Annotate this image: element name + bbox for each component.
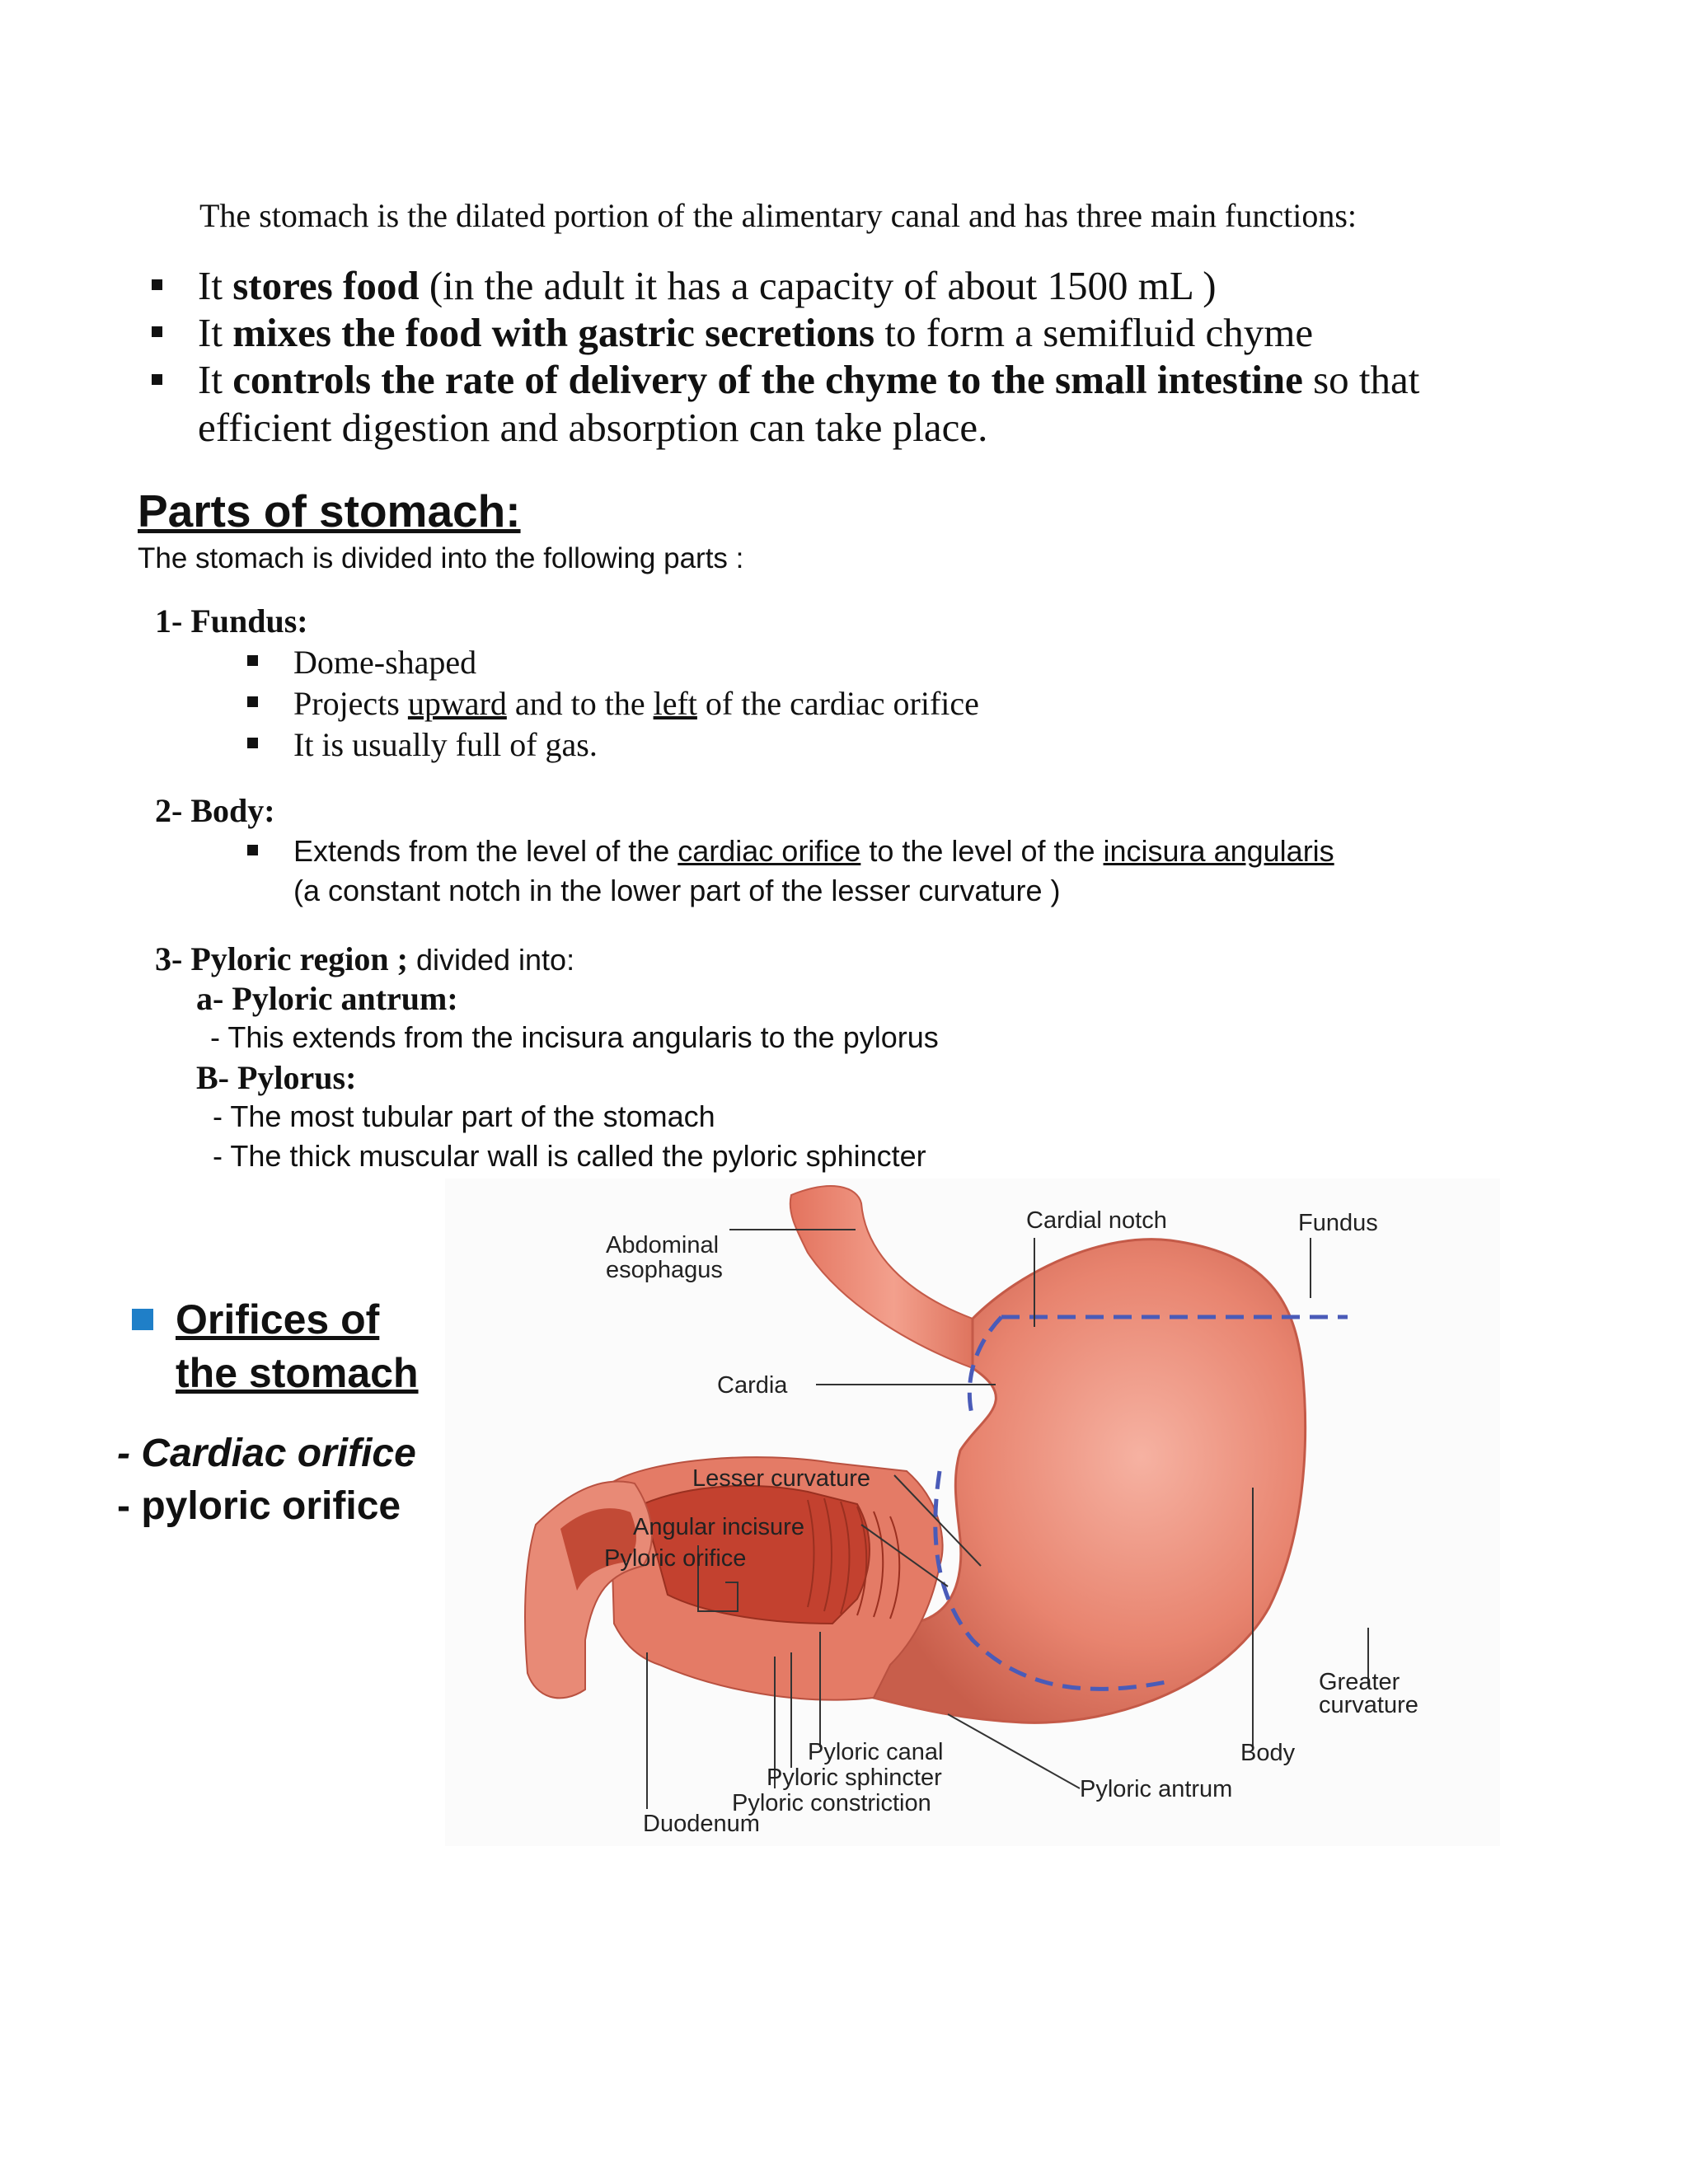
label-angular-incisure: Angular incisure xyxy=(633,1514,804,1540)
parts-subtitle: The stomach is divided into the following parts : xyxy=(138,542,744,574)
pyloric-title-line: 3- Pyloric region ; divided into: xyxy=(155,940,575,977)
fundus-bullet-3: It is usually full of gas. xyxy=(293,726,598,763)
pyloric-antrum-title: a- Pyloric antrum: xyxy=(196,980,458,1017)
bullet-square-icon xyxy=(247,696,258,707)
pylorus-desc-2: - The thick muscular wall is called the pyloric sphincter xyxy=(213,1139,926,1173)
function-item-3-continued: efficient digestion and absorption can take place. xyxy=(198,405,988,450)
bullet-square-icon xyxy=(247,845,258,855)
fundus-title: 1- Fundus: xyxy=(155,602,308,640)
label-cardial-notch: Cardial notch xyxy=(1026,1207,1167,1234)
label-greater-1: Greater xyxy=(1319,1669,1400,1695)
orifices-marker-icon xyxy=(132,1309,153,1330)
orifice-pyloric: - pyloric orifice xyxy=(117,1484,401,1528)
label-duodenum: Duodenum xyxy=(643,1811,760,1837)
body-title: 2- Body: xyxy=(155,792,275,829)
label-pyloric-antrum: Pyloric antrum xyxy=(1080,1776,1233,1802)
function-item-1: It stores food (in the adult it has a capacity of about 1500 mL ) xyxy=(198,263,1217,308)
orifices-heading-2: the stomach xyxy=(176,1350,419,1396)
label-cardia: Cardia xyxy=(717,1372,788,1399)
label-abdominal-2: esophagus xyxy=(606,1257,723,1283)
bullet-square-icon xyxy=(152,326,162,337)
label-greater-2: curvature xyxy=(1319,1692,1418,1718)
stomach-diagram xyxy=(445,1179,1500,1846)
bullet-square-icon xyxy=(247,655,258,666)
pylorus-title: B- Pylorus: xyxy=(196,1059,357,1096)
orifice-cardiac: - Cardiac orifice xyxy=(117,1432,416,1475)
parts-heading: Parts of stomach: xyxy=(138,485,521,537)
orifices-heading-1: Orifices of xyxy=(176,1296,380,1343)
bullet-square-icon xyxy=(152,374,162,385)
body-line-1: Extends from the level of the cardiac orifice to the level of the incisura angularis xyxy=(293,834,1334,868)
pylorus-desc-1: - The most tubular part of the stomach xyxy=(213,1099,715,1133)
label-abdominal-1: Abdominal xyxy=(606,1232,720,1258)
fundus-bullet-2: Projects upward and to the left of the cardiac orifice xyxy=(293,685,979,722)
body-line-2: (a constant notch in the lower part of the lesser curvature ) xyxy=(293,874,1061,907)
label-pyloric-orifice: Pyloric orifice xyxy=(604,1545,747,1572)
label-body: Body xyxy=(1240,1740,1296,1766)
label-lesser-curvature: Lesser curvature xyxy=(692,1465,870,1492)
pyloric-antrum-desc: - This extends from the incisura angularis to the pylorus xyxy=(210,1020,939,1054)
bullet-square-icon xyxy=(152,279,162,290)
label-pyloric-sphincter: Pyloric sphincter xyxy=(767,1765,942,1791)
label-pyloric-canal: Pyloric canal xyxy=(808,1739,944,1765)
label-pyloric-constriction: Pyloric constriction xyxy=(732,1790,931,1816)
fundus-bullet-1: Dome-shaped xyxy=(293,644,477,681)
bullet-square-icon xyxy=(247,738,258,748)
intro-text: The stomach is the dilated portion of the alimentary canal and has three main functions: xyxy=(199,197,1357,234)
function-item-3: It controls the rate of delivery of the chyme to the small intestine so that xyxy=(198,357,1420,402)
function-item-2: It mixes the food with gastric secretions to form a semifluid chyme xyxy=(198,310,1314,355)
label-fundus: Fundus xyxy=(1298,1210,1378,1236)
